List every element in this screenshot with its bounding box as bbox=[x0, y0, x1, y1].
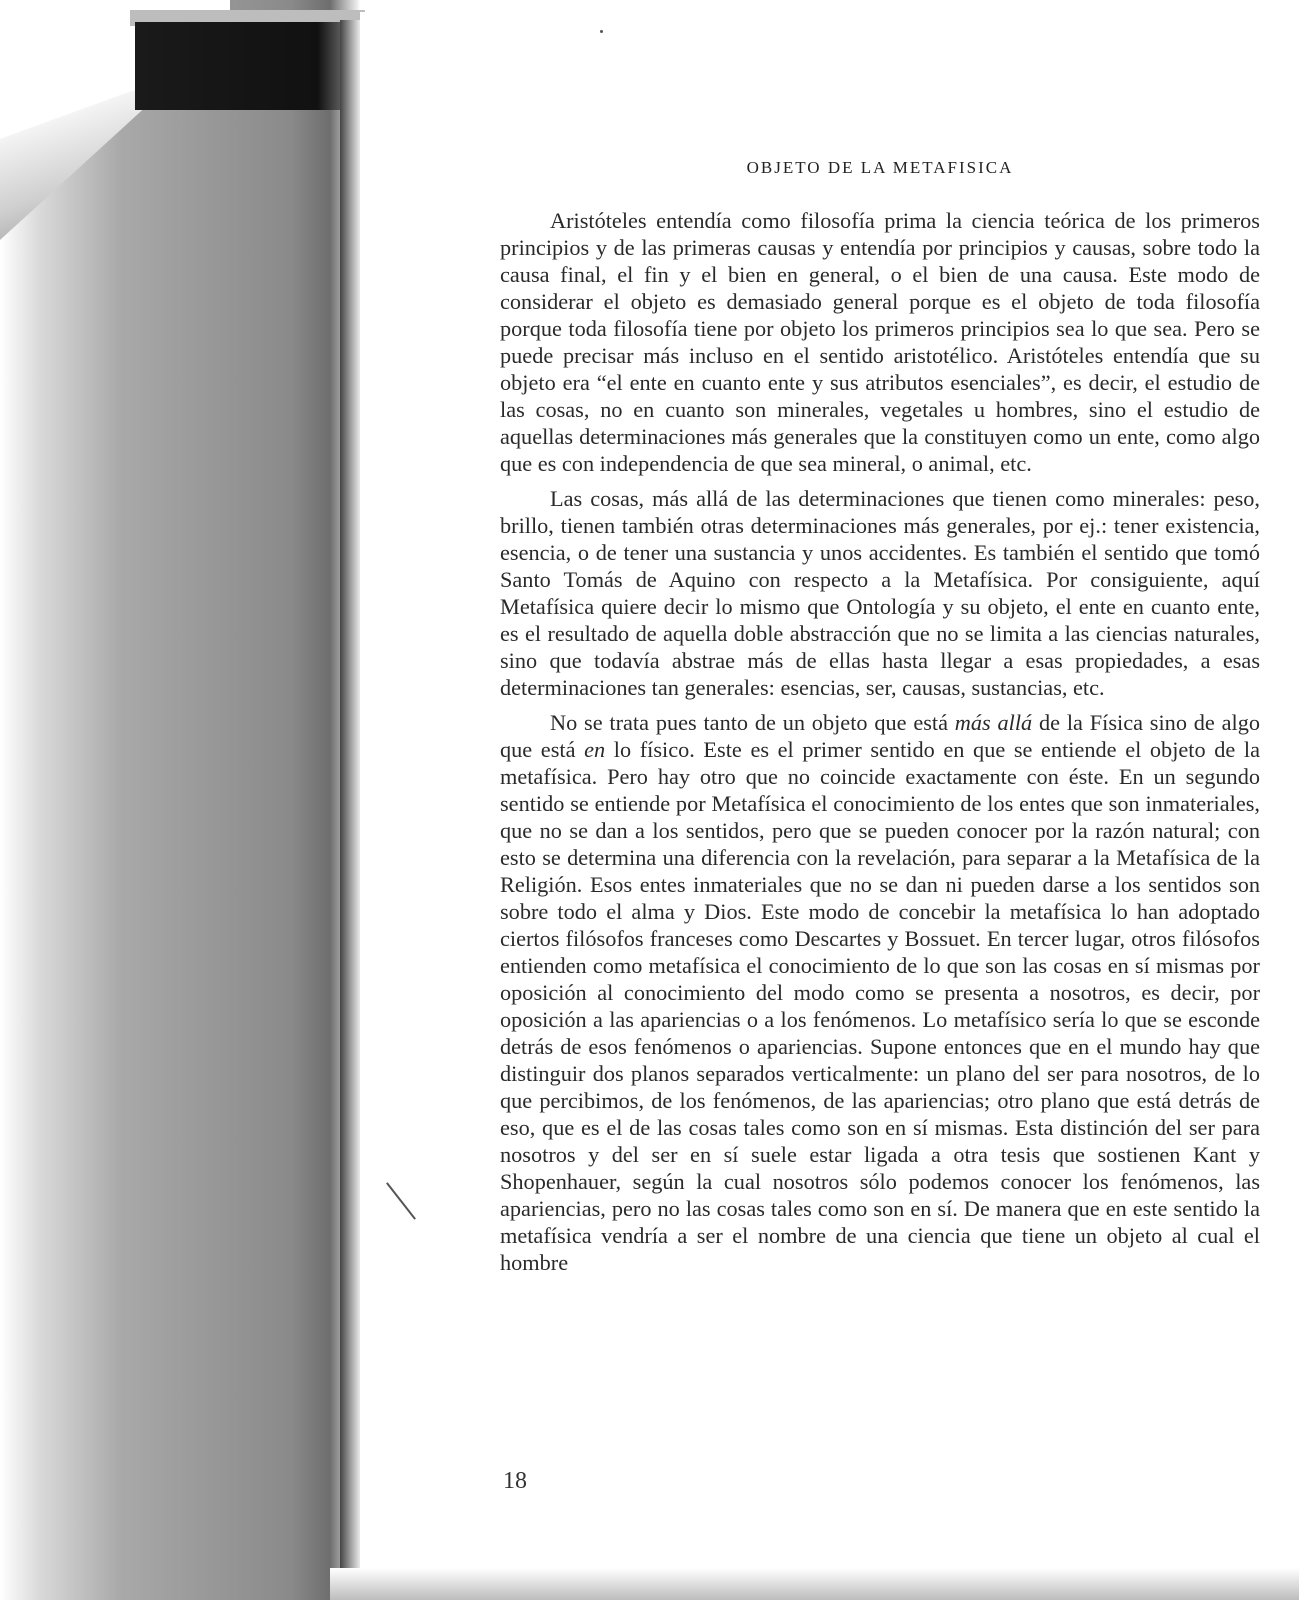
page-edge bbox=[340, 20, 360, 1580]
italic-en: en bbox=[584, 737, 606, 762]
paragraph-3-part-e: lo físico. Este es el primer sentido en que se entiende el objeto de la metafísica. Pero hay otro que no coincide exactamente con éste. En un segundo sentido se entiende por Metafísica el conocimiento de los entes que son inmateriales, que no se dan a los sentidos, pero que se pueden conocer por la razón natural; con esto se determina una diferencia con la revelación, para separar a la Metafísica de la Religión. Esos entes inmateriales que no se dan ni pueden darse a los sentidos son sobre todo el alma y Dios. Este modo de concebir la metafísica lo han adoptado ciertos filósofos franceses como Descartes y Bossuet. En tercer lugar, otros filósofos entienden como metafísica el conocimiento de lo que son las cosas en sí mismas por oposición al conocimiento del modo como se presenta a nosotros, es decir, por oposición a las apariencias o a los fenómenos. Lo metafísico sería lo que se esconde detrás de esos fenómenos o apariencias. Supone entonces que en el mundo hay que distinguir dos planos separados verticalmente: un plano del ser para nosotros, de lo que percibimos, de los fenómenos, de las apariencias; otro plano que está detrás de eso, que es el de las cosas tales como son en sí mismas. Esta distinción del ser para nosotros y del ser en sí suele estar ligada a otra tesis que sostienen Kant y Shopenhauer, según la cual nosotros sólo podemos conocer los fenómenos, las apariencias, pero no las cosas tales como son en sí. De manera que en este sentido la metafísica vendría a ser el nombre de una ciencia que tiene un objeto al cual el hombre bbox=[500, 737, 1260, 1275]
book-gutter-shadow bbox=[0, 0, 360, 1600]
paragraph-3-part-a: No se trata pues tanto de un objeto que está bbox=[550, 710, 955, 735]
paragraph-1: Aristóteles entendía como filosofía prima la ciencia teórica de los primeros principios y de las primeras causas y entendía por principios y causas, sobre todo la causa final, el fin y el bien en general, o el bien de una causa. Este modo de considerar el objeto es demasiado general porque es el objeto de toda filosofía porque toda filosofía tiene por objeto los primeros principios sea lo que sea. Pero se puede precisar más incluso en el sentido aristotélico. Aristóteles entendía que su objeto era “el ente en cuanto ente y sus atributos esenciales”, es decir, el estudio de las cosas, no en cuanto son minerales, vegetales u hombres, sino el estudio de aquellas determinaciones más generales que la constituyen como un ente, como algo que es con independencia de que sea mineral, o animal, etc. bbox=[500, 208, 1260, 476]
running-head: OBJETO DE LA METAFISICA bbox=[746, 158, 1014, 177]
paragraph-3 bbox=[500, 709, 1260, 1276]
paragraph-3-part-c: de la Física sino de algo que está bbox=[500, 710, 1260, 762]
spine-top-dark bbox=[135, 22, 350, 110]
ink-speck bbox=[600, 30, 603, 33]
page-bottom-shadow bbox=[330, 1568, 1299, 1600]
paragraph-2: Las cosas, más allá de las determinaciones que tienen como minerales: peso, brillo, tienen también otras determinaciones más generales, por ej.: tener existencia, esencia, o de tener una sustancia y unos accidentes. Es también el sentido que tomó Santo Tomás de Aquino con respecto a la Metafísica. Por consiguiente, aquí Metafísica quiere decir lo mismo que Ontología y su objeto, el ente en cuanto ente, es el resultado de aquella doble abstracción que no se limita a las ciencias naturales, sino que todavía abstrae más de ellas hasta llegar a esas propiedades, a esas determinaciones tan generales: esencias, ser, causas, sustancias, etc. bbox=[500, 486, 1260, 700]
italic-mas-alla: más allá bbox=[954, 710, 1033, 735]
page-number: 18 bbox=[503, 1468, 527, 1494]
body-text bbox=[500, 207, 1260, 1284]
